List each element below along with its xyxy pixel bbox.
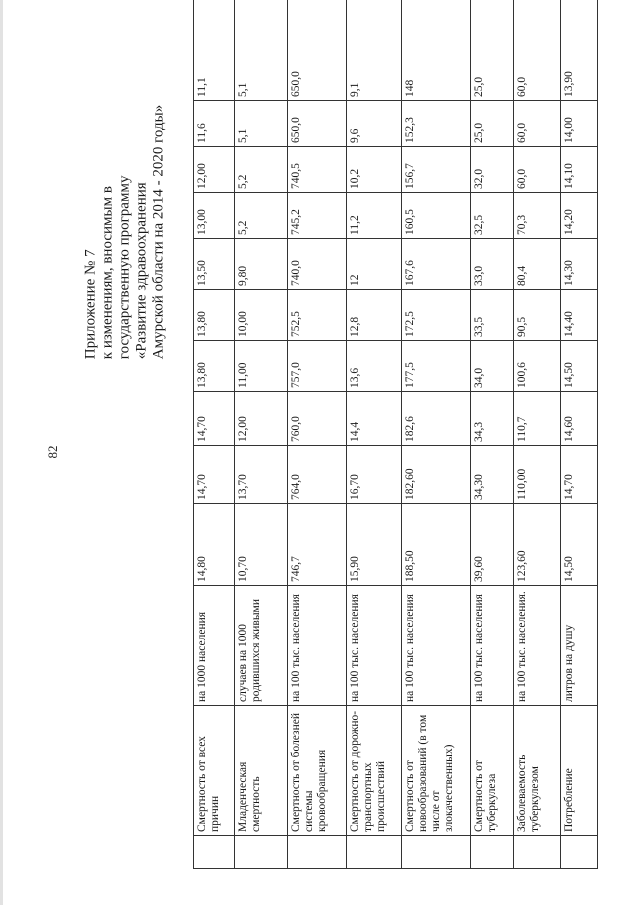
row-number-cell <box>194 836 235 869</box>
value-cell: 5,1 <box>235 0 288 101</box>
value-cell: 32,0 <box>471 147 514 193</box>
value-cell: 32,5 <box>471 193 514 239</box>
table-row <box>347 0 402 869</box>
value-cell: 14,50 <box>561 341 598 392</box>
unit-cell: на 100 тыс. населения <box>402 586 471 706</box>
value-cell: 60,0 <box>514 101 561 147</box>
unit-cell: случаев на 1000 родившихся живыми <box>235 586 288 706</box>
value-cell: 12,00 <box>235 392 288 446</box>
value-cell: 110,7 <box>514 392 561 446</box>
value-cell: 9,6 <box>347 101 402 147</box>
value-cell: 740,0 <box>288 239 347 290</box>
value-cell: 13,00 <box>194 193 235 239</box>
row-number-cell <box>471 836 514 869</box>
value-cell: 12 <box>347 239 402 290</box>
value-cell: 13,80 <box>194 341 235 392</box>
value-cell: 182,6 <box>402 392 471 446</box>
table-row <box>514 0 561 869</box>
value-cell: 16,70 <box>347 446 402 504</box>
unit-cell: на 100 тыс. населения <box>347 586 402 706</box>
value-cell: 60,0 <box>514 0 561 101</box>
value-cell: 25,0 <box>471 0 514 101</box>
value-cell: 12,00 <box>194 147 235 193</box>
value-cell: 13,6 <box>347 341 402 392</box>
appendix-line: Амурской области на 2014 - 2020 годы» <box>150 104 167 360</box>
value-cell: 13,50 <box>194 239 235 290</box>
appendix-line: к изменениям, вносимым в <box>99 186 116 360</box>
value-cell: 14,60 <box>561 392 598 446</box>
row-number-cell <box>347 836 402 869</box>
value-cell: 11,1 <box>194 0 235 101</box>
appendix-line: государственную программу <box>116 175 133 360</box>
value-cell: 148 <box>402 0 471 101</box>
value-cell: 14,70 <box>194 392 235 446</box>
indicator-cell: Младенческая смертность <box>235 706 288 836</box>
row-number-cell <box>288 836 347 869</box>
value-cell: 160,5 <box>402 193 471 239</box>
value-cell: 14,30 <box>561 239 598 290</box>
indicator-cell: Заболеваемость туберкулезом <box>514 706 561 836</box>
value-cell: 11,00 <box>235 341 288 392</box>
value-cell: 14,4 <box>347 392 402 446</box>
value-cell: 14,80 <box>194 504 235 586</box>
value-cell: 11,6 <box>194 101 235 147</box>
value-cell: 745,2 <box>288 193 347 239</box>
appendix-line: Приложение № 7 <box>82 249 99 360</box>
value-cell: 9,1 <box>347 0 402 101</box>
value-cell: 14,10 <box>561 147 598 193</box>
value-cell: 10,00 <box>235 290 288 341</box>
table-row <box>471 0 514 869</box>
value-cell: 177,5 <box>402 341 471 392</box>
value-cell: 60,0 <box>514 147 561 193</box>
indicator-cell: Смертность от дорожно-транспортных происшествий <box>347 706 402 836</box>
value-cell: 188,50 <box>402 504 471 586</box>
value-cell: 80,4 <box>514 239 561 290</box>
value-cell: 33,0 <box>471 239 514 290</box>
value-cell: 13,80 <box>194 290 235 341</box>
value-cell: 90,5 <box>514 290 561 341</box>
value-cell: 15,90 <box>347 504 402 586</box>
scan-edge <box>0 0 3 905</box>
table-row <box>402 0 471 869</box>
value-cell: 39,60 <box>471 504 514 586</box>
value-cell: 5,2 <box>235 147 288 193</box>
value-cell: 33,5 <box>471 290 514 341</box>
value-cell: 172,5 <box>402 290 471 341</box>
page-number: 82 <box>45 445 60 459</box>
indicator-cell: Смертность от туберкулеза <box>471 706 514 836</box>
indicators-table <box>193 0 598 869</box>
value-cell: 14,00 <box>561 101 598 147</box>
table-row <box>235 0 288 869</box>
table-row <box>288 0 347 869</box>
appendix-line: «Развитие здравоохранения <box>133 182 150 360</box>
row-number-cell <box>402 836 471 869</box>
value-cell: 9,80 <box>235 239 288 290</box>
table-row <box>561 0 598 869</box>
indicators-table-wrapper <box>193 57 597 869</box>
value-cell: 746,7 <box>288 504 347 586</box>
appendix-heading <box>83 105 168 359</box>
value-cell: 650,0 <box>288 101 347 147</box>
value-cell: 650,0 <box>288 0 347 101</box>
value-cell: 760,0 <box>288 392 347 446</box>
row-number-cell <box>235 836 288 869</box>
value-cell: 167,6 <box>402 239 471 290</box>
row-number-cell <box>561 836 598 869</box>
value-cell: 11,2 <box>347 193 402 239</box>
value-cell: 10,2 <box>347 147 402 193</box>
value-cell: 34,0 <box>471 341 514 392</box>
table-row <box>194 0 235 869</box>
value-cell: 182,60 <box>402 446 471 504</box>
value-cell: 34,30 <box>471 446 514 504</box>
value-cell: 13,90 <box>561 0 598 101</box>
row-number-cell <box>514 836 561 869</box>
value-cell: 100,6 <box>514 341 561 392</box>
value-cell: 752,5 <box>288 290 347 341</box>
unit-cell: на 100 тыс. населения. <box>514 586 561 706</box>
value-cell: 13,70 <box>235 446 288 504</box>
indicator-cell: Смертность от новообразований (в том числе от злокачественных) <box>402 706 471 836</box>
value-cell: 110,00 <box>514 446 561 504</box>
value-cell: 156,7 <box>402 147 471 193</box>
value-cell: 152,3 <box>402 101 471 147</box>
indicator-cell: Смертность от всех причин <box>194 706 235 836</box>
value-cell: 12,8 <box>347 290 402 341</box>
value-cell: 764,0 <box>288 446 347 504</box>
unit-cell: на 1000 населения <box>194 586 235 706</box>
value-cell: 14,40 <box>561 290 598 341</box>
value-cell: 34,3 <box>471 392 514 446</box>
value-cell: 70,3 <box>514 193 561 239</box>
indicator-cell: Потребление <box>561 706 598 836</box>
value-cell: 123,60 <box>514 504 561 586</box>
value-cell: 25,0 <box>471 101 514 147</box>
value-cell: 740,5 <box>288 147 347 193</box>
value-cell: 757,0 <box>288 341 347 392</box>
indicator-cell: Смертность от болезней системы кровообращения <box>288 706 347 836</box>
unit-cell: на 100 тыс. населения <box>288 586 347 706</box>
value-cell: 14,20 <box>561 193 598 239</box>
value-cell: 5,2 <box>235 193 288 239</box>
value-cell: 14,70 <box>194 446 235 504</box>
value-cell: 14,70 <box>561 446 598 504</box>
unit-cell: на 100 тыс. населения <box>471 586 514 706</box>
unit-cell: литров на душу <box>561 586 598 706</box>
value-cell: 10,70 <box>235 504 288 586</box>
value-cell: 5,1 <box>235 101 288 147</box>
value-cell: 14,50 <box>561 504 598 586</box>
